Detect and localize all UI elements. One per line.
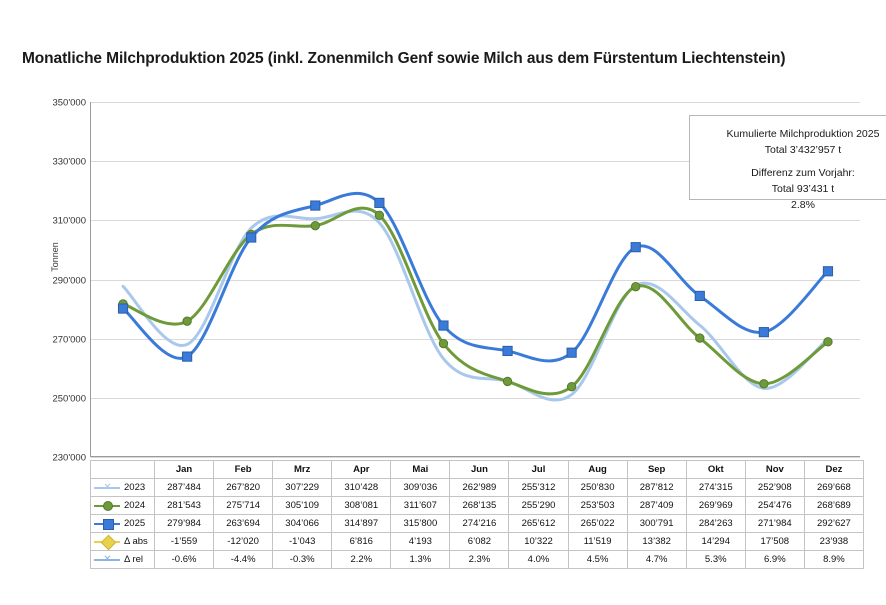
table-row xyxy=(91,497,864,515)
table-cell: 253’503 xyxy=(568,497,627,515)
table-row-label: 2024 xyxy=(124,499,146,511)
table-cell: 269’668 xyxy=(804,479,863,497)
annotation-line-1: Kumulierte Milchproduktion 2025 xyxy=(726,128,880,140)
data-point-2025 xyxy=(631,243,640,252)
table-cell: -4.4% xyxy=(214,551,273,569)
table-cell: 252’908 xyxy=(745,479,804,497)
table-col-header-aug: Aug xyxy=(568,461,627,479)
table-cell: 274’315 xyxy=(686,479,745,497)
table-cell: 4’193 xyxy=(391,533,450,551)
table-row-legend-rel xyxy=(91,551,155,569)
data-table xyxy=(90,460,864,569)
data-point-2025 xyxy=(823,267,832,276)
annotation-line-2: Total 3’432’957 t xyxy=(764,144,842,157)
table-cell: 314’897 xyxy=(332,515,391,533)
table-col-header-sep: Sep xyxy=(627,461,686,479)
table-row xyxy=(91,533,864,551)
table-cell: 23’938 xyxy=(804,533,863,551)
table-cell: 305’109 xyxy=(273,497,332,515)
legend-marker-icon: ✕ xyxy=(94,483,120,492)
legend-marker-icon xyxy=(94,537,120,546)
table-cell: 287’812 xyxy=(627,479,686,497)
table-cell: 262’989 xyxy=(450,479,509,497)
data-point-2024 xyxy=(824,338,832,346)
table-cell: 308’081 xyxy=(332,497,391,515)
y-axis-tick-label: 350'000 xyxy=(52,97,86,109)
table-cell: 300’791 xyxy=(627,515,686,533)
data-point-2024 xyxy=(311,221,319,229)
table-col-header-jan: Jan xyxy=(155,461,214,479)
table-col-header-mrz: Mrz xyxy=(273,461,332,479)
table-cell: 265’612 xyxy=(509,515,568,533)
table-col-header-dez: Dez xyxy=(804,461,863,479)
table-row-label: Δ abs xyxy=(124,535,148,547)
legend-marker-icon xyxy=(94,501,120,510)
table-cell: -1’559 xyxy=(155,533,214,551)
table-cell: 268’689 xyxy=(804,497,863,515)
table-cell: 10’322 xyxy=(509,533,568,551)
data-point-2024 xyxy=(567,382,575,390)
table-cell: 4.7% xyxy=(627,551,686,569)
table-cell: 274’216 xyxy=(450,515,509,533)
data-point-2025 xyxy=(503,346,512,355)
plot-area xyxy=(24,92,880,467)
table-cell: 255’290 xyxy=(509,497,568,515)
table-row xyxy=(91,479,864,497)
table-col-header-jun: Jun xyxy=(450,461,509,479)
data-point-2024 xyxy=(439,339,447,347)
data-point-2024 xyxy=(696,334,704,342)
data-point-2025 xyxy=(567,348,576,357)
table-cell: 254’476 xyxy=(745,497,804,515)
y-axis-title: Tonnen xyxy=(50,242,60,272)
table-cell: -0.6% xyxy=(155,551,214,569)
table-cell: 287’409 xyxy=(627,497,686,515)
series-line-2024 xyxy=(123,208,828,394)
table-cell: 6.9% xyxy=(745,551,804,569)
data-point-2024 xyxy=(375,211,383,219)
table-cell: 263’694 xyxy=(214,515,273,533)
table-cell: 4.0% xyxy=(509,551,568,569)
table-cell: 292’627 xyxy=(804,515,863,533)
table-cell: -1’043 xyxy=(273,533,332,551)
series-line-2025 xyxy=(123,193,828,361)
table-row-label: Δ rel xyxy=(124,553,144,565)
table-cell: 315’800 xyxy=(391,515,450,533)
table-cell: 17’508 xyxy=(745,533,804,551)
table-cell: 2.3% xyxy=(450,551,509,569)
table-col-header-okt: Okt xyxy=(686,461,745,479)
data-point-2025 xyxy=(183,352,192,361)
data-point-2025 xyxy=(247,233,256,242)
table-col-header-jul: Jul xyxy=(509,461,568,479)
table-row-legend-2023 xyxy=(91,479,155,497)
data-point-2024 xyxy=(632,282,640,290)
table-body xyxy=(91,479,864,569)
table-corner-cell xyxy=(91,461,155,479)
table-cell: 14’294 xyxy=(686,533,745,551)
legend-marker-icon xyxy=(94,519,120,528)
table-row xyxy=(91,551,864,569)
summary-annotation-box xyxy=(689,115,886,212)
table-cell: 307’229 xyxy=(273,479,332,497)
data-point-2025 xyxy=(759,328,768,337)
table-row xyxy=(91,515,864,533)
table-cell: 8.9% xyxy=(804,551,863,569)
table-row-label: 2023 xyxy=(124,481,146,493)
table-col-header-feb: Feb xyxy=(214,461,273,479)
table-cell: 6’082 xyxy=(450,533,509,551)
table-cell: 6’816 xyxy=(332,533,391,551)
table-cell: 267’820 xyxy=(214,479,273,497)
page-title: Monatliche Milchproduktion 2025 (inkl. Zonenmilch Genf sowie Milch aus dem Fürstentum Liechtenstein) xyxy=(22,50,786,67)
y-axis-tick-label: 270'000 xyxy=(52,334,86,346)
table-cell: 269’969 xyxy=(686,497,745,515)
table-cell: -12’020 xyxy=(214,533,273,551)
table-cell: 4.5% xyxy=(568,551,627,569)
data-point-2024 xyxy=(760,380,768,388)
data-table-wrapper xyxy=(90,460,864,569)
y-axis-tick-label: 290'000 xyxy=(52,275,86,286)
table-cell: 310’428 xyxy=(332,479,391,497)
y-axis-tick-label: 330'000 xyxy=(52,156,86,168)
table-row-legend-2024 xyxy=(91,497,155,515)
y-axis-tick-label: 230'000 xyxy=(52,452,86,464)
annotation-line-3: Differenz zum Vorjahr: xyxy=(751,166,855,179)
legend-marker-icon: ✕ xyxy=(94,555,120,564)
table-header-row xyxy=(91,461,864,479)
data-point-2025 xyxy=(118,304,127,313)
table-cell: 265’022 xyxy=(568,515,627,533)
data-point-2025 xyxy=(695,291,704,300)
gridline xyxy=(52,452,860,464)
annotation-line-5: 2.8% xyxy=(791,199,815,212)
table-cell: 2.2% xyxy=(332,551,391,569)
y-axis-tick-label: 250'000 xyxy=(52,393,86,405)
table-cell: 275’714 xyxy=(214,497,273,515)
table-col-header-nov: Nov xyxy=(745,461,804,479)
table-cell: 311’607 xyxy=(391,497,450,515)
table-cell: 268’135 xyxy=(450,497,509,515)
table-cell: -0.3% xyxy=(273,551,332,569)
table-cell: 1.3% xyxy=(391,551,450,569)
table-col-header-mai: Mai xyxy=(391,461,450,479)
table-cell: 250’830 xyxy=(568,479,627,497)
data-point-2025 xyxy=(439,321,448,330)
table-col-header-apr: Apr xyxy=(332,461,391,479)
table-row-label: 2025 xyxy=(124,517,146,529)
y-axis-tick-label: 310'000 xyxy=(52,215,86,227)
table-cell: 304’066 xyxy=(273,515,332,533)
table-cell: 284’263 xyxy=(686,515,745,533)
table-cell: 287’484 xyxy=(155,479,214,497)
table-cell: 279’984 xyxy=(155,515,214,533)
table-cell: 281’543 xyxy=(155,497,214,515)
table-row-legend-2025 xyxy=(91,515,155,533)
annotation-line-4: Total 93’431 t xyxy=(771,182,835,195)
data-point-2025 xyxy=(311,201,320,210)
table-cell: 11’519 xyxy=(568,533,627,551)
data-point-2024 xyxy=(503,377,511,385)
table-cell: 255’312 xyxy=(509,479,568,497)
table-cell: 309’036 xyxy=(391,479,450,497)
table-cell: 5.3% xyxy=(686,551,745,569)
data-point-2025 xyxy=(375,198,384,207)
table-cell: 13’382 xyxy=(627,533,686,551)
data-point-2024 xyxy=(183,317,191,325)
table-cell: 271’984 xyxy=(745,515,804,533)
table-row-legend-abs xyxy=(91,533,155,551)
